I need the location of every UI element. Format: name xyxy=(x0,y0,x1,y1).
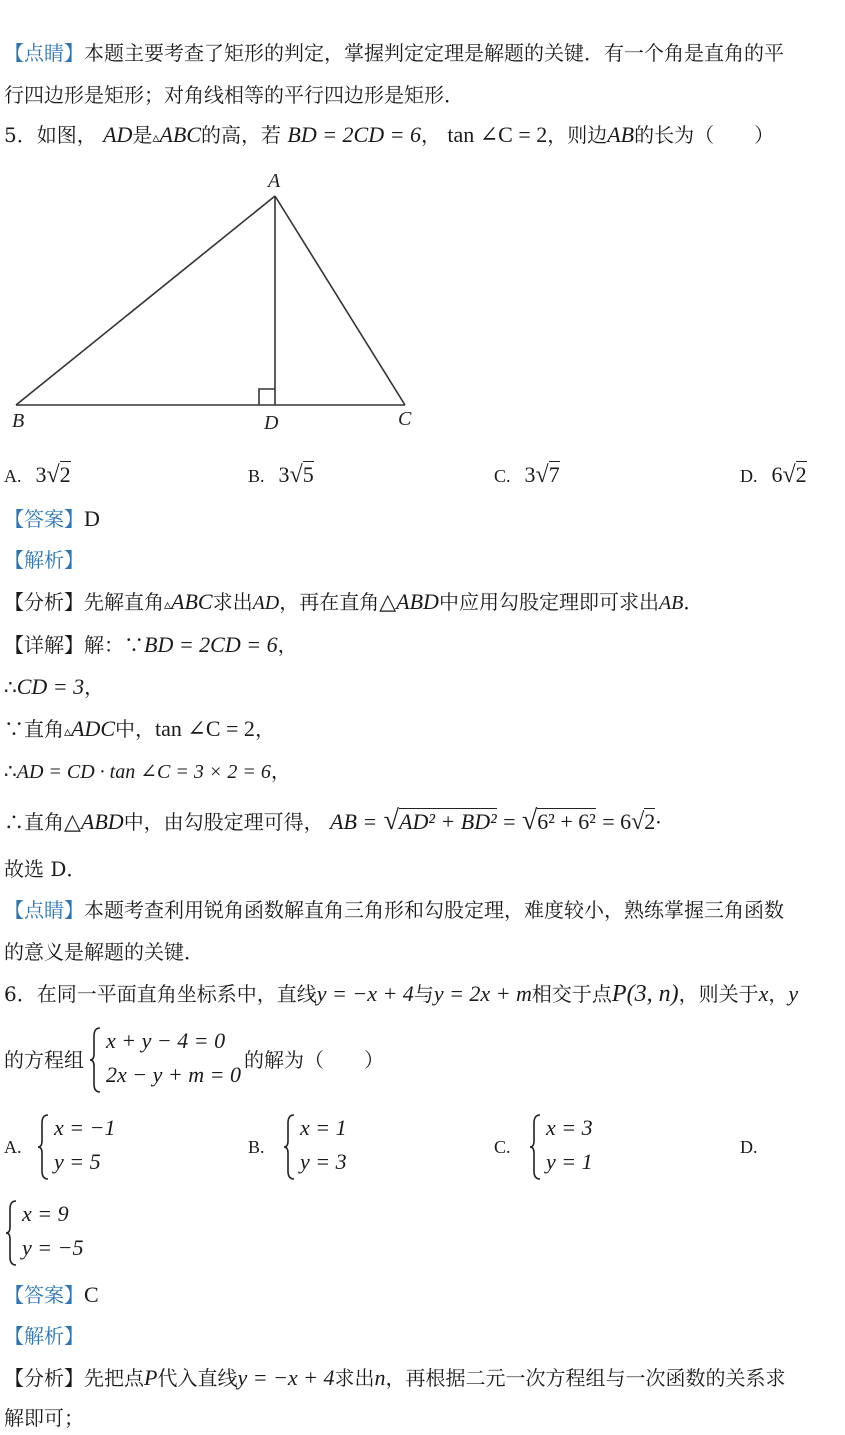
sqrt-icon: √ xyxy=(46,462,60,488)
step-radicand-3: 2 xyxy=(644,809,656,834)
q6-option-a[interactable] xyxy=(4,1133,36,1160)
q6-system xyxy=(88,1026,248,1096)
q6-option-c-system xyxy=(528,1113,648,1183)
step-math: ADC xyxy=(71,716,116,741)
dianjing-text: 本题考查利用锐角函数解直角三角形和勾股定理，难度较小，熟练掌握三角函数 xyxy=(84,898,784,922)
q6-line-2: y = 2x + m xyxy=(433,981,532,1006)
option-label: D. xyxy=(740,466,758,486)
q6-option-a-system xyxy=(36,1113,156,1183)
fenxi-f: △ABD xyxy=(379,589,439,614)
step-ab: AB = xyxy=(330,809,378,834)
fenxi-g: 中应用勾股定理即可求出 xyxy=(438,590,659,614)
fenxi-a: 先解直角 xyxy=(84,590,164,614)
step-mid: 中，由勾股定理可得， xyxy=(123,810,324,834)
label-d: D xyxy=(264,412,279,434)
q5-comma: ， xyxy=(420,123,441,147)
q5-answer xyxy=(4,506,100,532)
q5-option-a[interactable] xyxy=(4,462,71,489)
q6-y: y xyxy=(788,981,799,1006)
q5-prefix: 如图， xyxy=(36,123,97,147)
triangle-symbol: ▵ xyxy=(164,597,172,613)
answer-tag: 【答案】 xyxy=(4,507,84,531)
q5-step-2 xyxy=(4,674,104,700)
q5-jiexi xyxy=(4,547,84,573)
jiexi-tag: 【解析】 xyxy=(4,548,84,572)
q6-option-b-system xyxy=(282,1113,402,1183)
q6-answer xyxy=(4,1282,99,1308)
q5-dianjing-1 xyxy=(4,897,784,923)
option-label: C. xyxy=(494,1137,511,1157)
fenxi-c: 求出 xyxy=(212,590,253,614)
option-coef: 6 xyxy=(771,462,783,487)
option-coef: 3 xyxy=(524,462,536,487)
step-radicand-2: 6² + 6² xyxy=(537,809,596,834)
xiangjie-tag: 【详解】 xyxy=(4,633,84,657)
fenxi-b: 代入直线 xyxy=(157,1366,238,1390)
q5-tail: 的长为（ ） xyxy=(634,123,775,147)
dianjing-tag: 【点睛】 xyxy=(4,41,84,65)
fenxi-d: AD xyxy=(252,592,280,614)
q5-option-b[interactable] xyxy=(248,462,314,489)
answer-value: C xyxy=(84,1282,99,1307)
label-b: B xyxy=(12,410,25,432)
fenxi-line: y = −x + 4 xyxy=(237,1365,335,1390)
q6-e: ， xyxy=(768,982,789,1006)
step-post: ， xyxy=(84,675,105,699)
fenxi-b: ABC xyxy=(171,589,213,614)
brace-icon xyxy=(528,1113,542,1181)
jiexi-tag: 【解析】 xyxy=(4,1324,84,1348)
step-post: ， xyxy=(254,717,275,741)
option-label: A. xyxy=(4,466,22,486)
q5-then: ，则边 xyxy=(547,123,608,147)
sqrt-icon: √ xyxy=(782,462,796,488)
option-radicand: 2 xyxy=(795,462,807,487)
q6-a: 在同一平面直角坐标系中，直线 xyxy=(36,982,317,1006)
dianjing-text-2: 行四边形是矩形；对角线相等的平行四边形是矩形． xyxy=(4,83,464,107)
q6-option-d[interactable] xyxy=(740,1133,772,1160)
q6-fenxi-2 xyxy=(4,1405,84,1431)
triangle-symbol: ▵ xyxy=(152,130,160,146)
system-row-2: y = 5 xyxy=(54,1149,101,1174)
dianjing-text-1: 本题主要考查了矩形的判定，掌握判定定理是解题的关键．有一个角是直角的平 xyxy=(84,41,784,65)
q5-dianjing-2 xyxy=(4,939,204,965)
step-math: BD = 2CD = 6 xyxy=(144,632,278,657)
q6-f: 的方程组 xyxy=(4,1048,84,1072)
q5-ad: AD xyxy=(103,122,133,147)
step-post: ， xyxy=(277,633,298,657)
q6-d: ，则关于 xyxy=(678,982,759,1006)
fenxi-n: n xyxy=(374,1365,386,1390)
q5-fenxi xyxy=(4,589,703,618)
system-row-2: 2x − y + m = 0 xyxy=(106,1062,241,1087)
system-row-1: x = −1 xyxy=(54,1115,116,1140)
step-tri: △ABD xyxy=(64,809,124,834)
q5-step-1 xyxy=(4,632,298,658)
q6-c: 相交于点 xyxy=(531,982,612,1006)
fenxi-p: P xyxy=(144,1365,158,1390)
triangle-figure xyxy=(0,165,430,440)
brace-icon xyxy=(4,1199,18,1267)
q6-x: x xyxy=(758,981,769,1006)
q5-number: 5． xyxy=(4,123,37,147)
label-a: A xyxy=(268,170,281,192)
fenxi-i: ． xyxy=(683,590,704,614)
q5-step-6 xyxy=(4,856,86,882)
sqrt-icon: √ xyxy=(383,805,400,836)
q6-number: 6． xyxy=(4,982,37,1006)
q5-step-3 xyxy=(4,716,275,745)
q6-line-1: y = −x + 4 xyxy=(316,981,414,1006)
step-math: CD = 3 xyxy=(16,674,85,699)
brace-icon xyxy=(282,1113,296,1181)
option-coef: 3 xyxy=(278,462,290,487)
step-pre: 解：∵ xyxy=(84,633,144,657)
step-tan: tan ∠C = 2 xyxy=(155,716,255,741)
system-row-1: x = 3 xyxy=(546,1115,593,1140)
fenxi-tag: 【分析】 xyxy=(4,1366,84,1390)
sqrt-icon: √ xyxy=(535,462,549,488)
dianjing-tag: 【点睛】 xyxy=(4,898,84,922)
step-radicand-1: AD² + BD² xyxy=(399,809,497,834)
fenxi-d: ，再根据二元一次方程组与一次函数的关系求 xyxy=(385,1366,786,1390)
q6-point: P(3, n) xyxy=(611,981,679,1007)
option-radicand: 5 xyxy=(302,462,314,487)
system-row-2: y = 3 xyxy=(300,1149,347,1174)
step-conclusion: 故选 D． xyxy=(4,857,87,881)
q6-jiexi xyxy=(4,1323,84,1349)
q5-ab: AB xyxy=(607,122,635,147)
dianjing-line-2 xyxy=(4,82,464,108)
step-math: AD = CD · tan ∠C = 3 × 2 = 6 xyxy=(16,761,271,783)
step-pre: ∴直角 xyxy=(4,810,64,834)
step-eq-2: = 6 xyxy=(602,809,632,834)
step-mid: 中， xyxy=(115,717,156,741)
system-row-1: x + y − 4 = 0 xyxy=(106,1028,226,1053)
q6-stem-2-left xyxy=(4,1047,84,1073)
step-pre: ∴ xyxy=(4,675,17,699)
fenxi-h: AB xyxy=(658,592,684,614)
q5-option-d[interactable] xyxy=(740,462,807,489)
fenxi-e: ，再在直角 xyxy=(279,590,380,614)
q5-is: 是 xyxy=(132,123,153,147)
option-coef: 3 xyxy=(35,462,47,487)
label-c: C xyxy=(398,408,412,430)
dianjing-text: 的意义是解题的关键． xyxy=(4,940,204,964)
system-row-2: y = 1 xyxy=(546,1149,593,1174)
option-label: C. xyxy=(494,466,511,486)
sqrt-icon: √ xyxy=(289,462,303,488)
sqrt-icon: √ xyxy=(521,805,538,836)
answer-value: D xyxy=(84,506,100,531)
step-dot: · xyxy=(655,810,662,834)
option-label: B. xyxy=(248,466,265,486)
sqrt-icon: √ xyxy=(631,809,645,835)
answer-tag: 【答案】 xyxy=(4,1283,84,1307)
q5-stem xyxy=(4,122,774,151)
brace-icon xyxy=(36,1113,50,1181)
fenxi-c: 求出 xyxy=(334,1366,375,1390)
q6-stem-1 xyxy=(4,981,798,1007)
step-eq: = xyxy=(503,809,516,834)
q6-b: 与 xyxy=(413,982,434,1006)
q6-option-c[interactable] xyxy=(494,1133,525,1160)
system-row-2: y = −5 xyxy=(22,1235,84,1260)
q5-step-5 xyxy=(4,805,662,836)
fenxi-a: 先把点 xyxy=(84,1366,144,1390)
q5-step-4 xyxy=(4,758,291,785)
q6-option-b[interactable] xyxy=(248,1133,279,1160)
triangle-symbol: ▵ xyxy=(64,724,72,740)
option-radicand: 7 xyxy=(548,462,560,487)
brace-icon xyxy=(88,1026,102,1094)
step-pre: ∴ xyxy=(4,759,17,783)
step-post: ， xyxy=(270,759,291,783)
q6-stem-2-right xyxy=(244,1047,384,1073)
fenxi-line-2: 解即可； xyxy=(4,1406,84,1430)
step-pre: ∵直角 xyxy=(4,717,64,741)
system-row-1: x = 9 xyxy=(22,1201,69,1226)
dianjing-line-1 xyxy=(4,40,784,66)
q5-abc: ABC xyxy=(159,122,202,147)
option-label: D. xyxy=(740,1137,758,1157)
option-label: B. xyxy=(248,1137,265,1157)
fenxi-tag: 【分析】 xyxy=(4,590,84,614)
option-radicand: 2 xyxy=(59,462,71,487)
q6-option-d-system xyxy=(4,1199,124,1269)
system-row-1: x = 1 xyxy=(300,1115,347,1140)
q6-fenxi-1 xyxy=(4,1365,786,1391)
q5-de-gao: 的高，若 xyxy=(201,123,282,147)
q5-condition: BD = 2CD = 6 xyxy=(287,122,421,147)
q6-g: 的解为（ ） xyxy=(244,1048,384,1072)
q5-option-c[interactable] xyxy=(494,462,560,489)
option-label: A. xyxy=(4,1137,22,1157)
q5-tan: tan ∠C = 2 xyxy=(447,122,548,147)
